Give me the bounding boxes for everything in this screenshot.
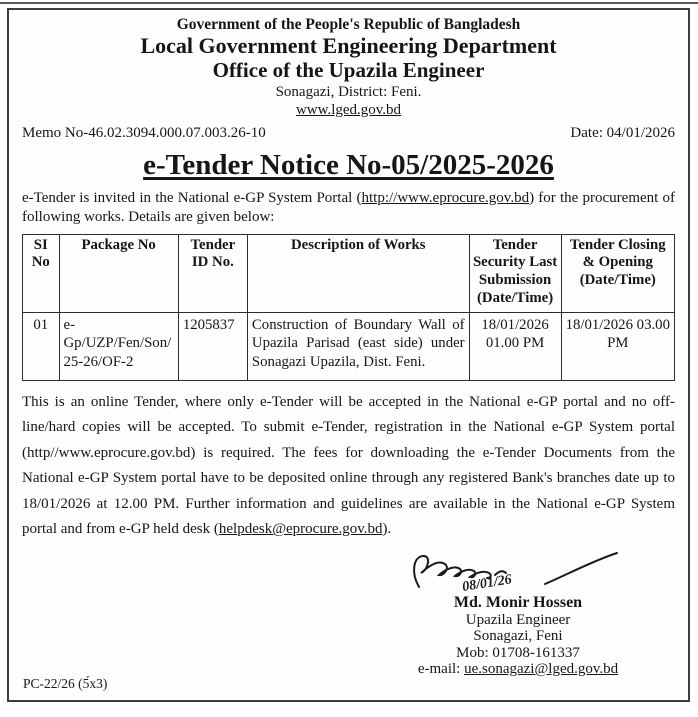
- col-header-si-no: SI No: [23, 234, 60, 312]
- eprocure-portal-link[interactable]: http://www.eprocure.gov.bd: [361, 189, 530, 206]
- website-line: [22, 101, 675, 119]
- col-header-description: Description of Works: [247, 234, 469, 312]
- cell-description: Construction of Boundary Wall of Upazila Parisad (east side) under Sonagazi Upazila, Dist. Feni.: [247, 312, 469, 380]
- col-header-security-submission: Tender Security Last Submission (Date/Time): [469, 234, 561, 312]
- office-line: Office of the Upazila Engineer: [212, 58, 485, 82]
- cell-package-no: e-Gp/UZP/Fen/Son/25-26/OF-2: [59, 312, 178, 380]
- cell-tender-id: 1205837: [178, 312, 247, 380]
- intro-text-before: e-Tender is invited in the National e-GP System Portal (: [22, 189, 362, 206]
- memo-row: [22, 124, 675, 142]
- tender-table: [22, 234, 675, 381]
- intro-text-after: ) for the procurement of following works. Details are given below:: [22, 189, 676, 226]
- signature-block: [363, 547, 673, 678]
- notice-title: e-Tender Notice No-05/2025-2026: [143, 148, 554, 181]
- government-line: Government of the People's Republic of Bangladesh: [176, 16, 521, 33]
- lged-website-link[interactable]: www.lged.gov.bd: [295, 101, 402, 118]
- handwritten-signature: [403, 547, 633, 597]
- body-paragraph: [22, 390, 675, 543]
- letterhead: [22, 15, 675, 119]
- col-header-package-no: Package No: [59, 234, 178, 312]
- cell-si-no: 01: [23, 312, 60, 380]
- signature-date-text: 08/01/26: [461, 572, 513, 595]
- helpdesk-email-link[interactable]: helpdesk@eprocure.gov.bd: [218, 521, 383, 538]
- memo-number: Memo No-46.02.3094.000.07.003.26-10: [22, 124, 266, 141]
- body-text-after: ).: [382, 521, 392, 538]
- signatory-name: Md. Monir Hossen: [453, 593, 583, 611]
- signatory-location: Sonagazi, Feni: [473, 628, 563, 645]
- signatory-mobile: Mob: 01708-161337: [456, 644, 580, 661]
- table-header-row: [23, 234, 675, 312]
- signatory-designation: Upazila Engineer: [465, 611, 571, 628]
- memo-date: Date: 04/01/2026: [570, 124, 675, 141]
- intro-paragraph: [22, 189, 675, 228]
- tender-notice-sheet: [7, 8, 690, 702]
- signatory-email-link[interactable]: ue.sonagazi@lged.gov.bd: [464, 661, 619, 678]
- print-code: PC-22/26 (5́x3): [23, 676, 108, 691]
- body-text-before: This is an online Tender, where only e-Tender will be accepted in the National e-GP portal and no off-line/hard copies will be accepted. To submit e-Tender, registration in the National e-GP System portal (http//www.eprocure.gov.bd) is required. The fees for downloading the e-Tender Documents from the National e-GP System portal have to be deposited online through any registered Bank's branches date up to 18/01/2026 at 12.00 PM. Further information and guidelines are available in the National e-GP System portal and from e-GP held desk (: [22, 393, 675, 538]
- email-label: e-mail:: [417, 661, 465, 678]
- table-row: [23, 312, 675, 380]
- col-header-closing-opening: Tender Closing & Opening (Date/Time): [561, 234, 674, 312]
- page-top-rule: [0, 2, 698, 4]
- cell-security-last-submission: 18/01/2026 01.00 PM: [469, 312, 561, 380]
- signatory-email-line: [363, 661, 673, 678]
- cell-closing-opening: 18/01/2026 03.00 PM: [561, 312, 674, 380]
- department-line: Local Government Engineering Department: [140, 33, 557, 59]
- office-location-line: Sonagazi, District: Feni.: [275, 83, 422, 100]
- col-header-tender-id: Tender ID No.: [178, 234, 247, 312]
